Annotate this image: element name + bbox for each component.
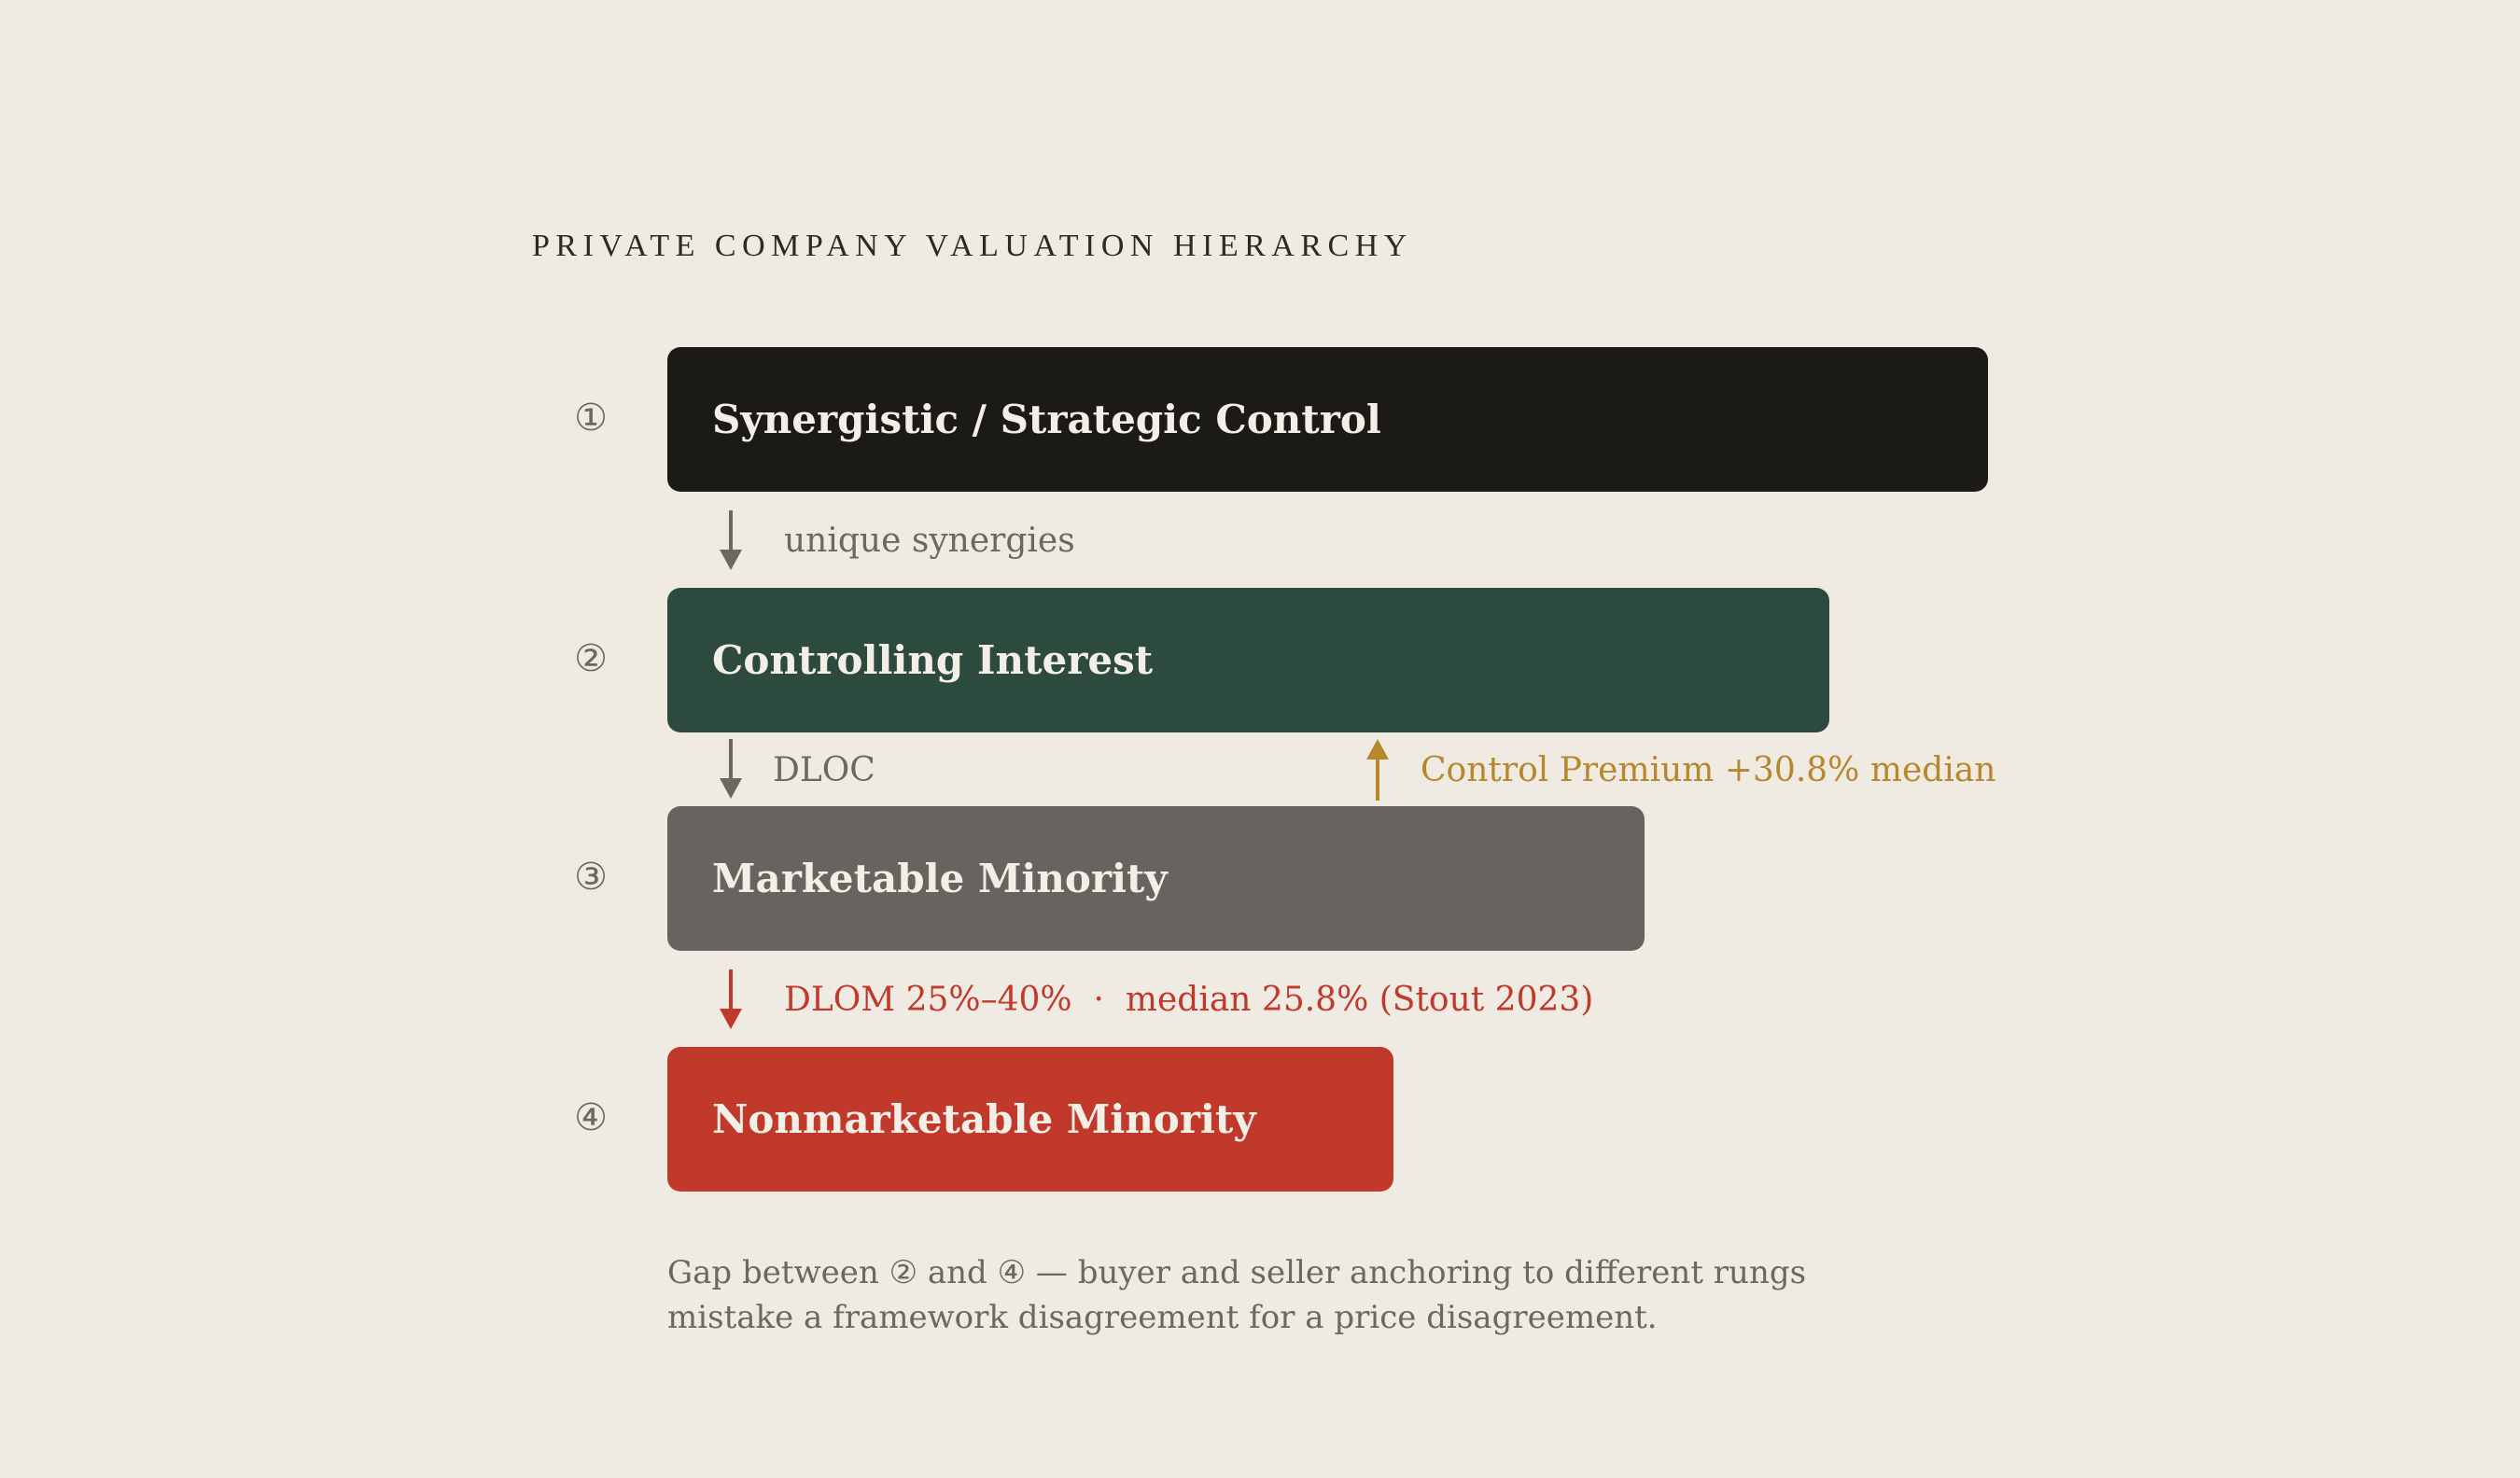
- connector-unique-synergies-label: unique synergies: [784, 522, 1075, 560]
- level-4-number: ④: [574, 1096, 608, 1139]
- connector-dloc-label: DLOC: [773, 751, 875, 789]
- down-arrow-icon: [712, 968, 749, 1033]
- level-1-label: Synergistic / Strategic Control: [712, 397, 1381, 442]
- level-2-label: Controlling Interest: [712, 637, 1154, 683]
- level-3-number: ③: [574, 856, 608, 899]
- down-arrow-icon: [712, 737, 749, 802]
- level-2-bar: [667, 588, 1829, 732]
- down-arrow-icon: [712, 509, 749, 574]
- level-1-number: ①: [574, 397, 608, 439]
- level-3-bar: [667, 806, 1645, 951]
- diagram-title: PRIVATE COMPANY VALUATION HIERARCHY: [532, 229, 1413, 263]
- level-4-label: Nonmarketable Minority: [712, 1096, 1256, 1142]
- level-1-bar: [667, 347, 1988, 492]
- footnote: Gap between ② and ④ — buyer and seller anchoring to different rungs mistake a framework disagreement for a price disagreement.: [667, 1254, 1807, 1336]
- control-premium-label: Control Premium +30.8% median: [1421, 751, 1996, 789]
- up-arrow-icon: [1359, 737, 1396, 802]
- level-3-label: Marketable Minority: [712, 856, 1168, 901]
- level-4-bar: [667, 1047, 1393, 1192]
- level-2-number: ②: [574, 637, 608, 680]
- dlom-label: DLOM 25%–40% · median 25.8% (Stout 2023): [784, 981, 1594, 1019]
